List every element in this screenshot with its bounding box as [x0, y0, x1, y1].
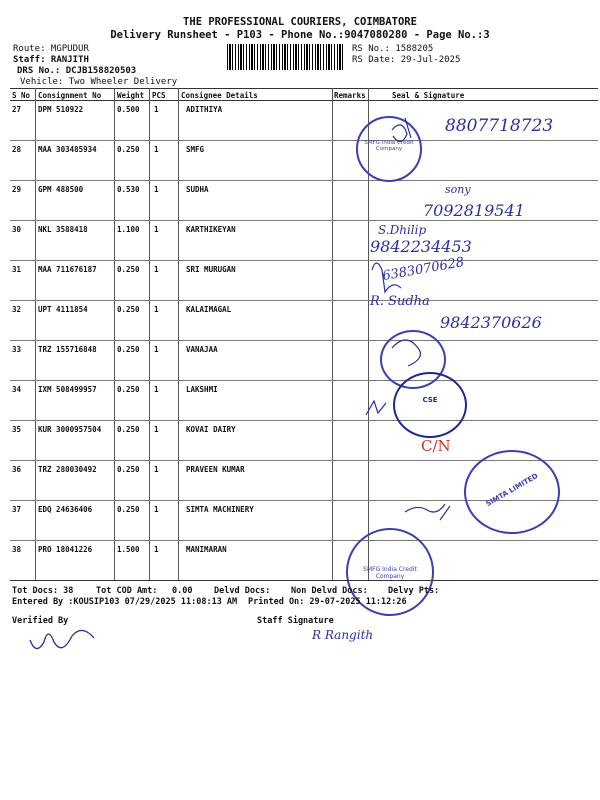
cell-weight: 0.250 — [117, 145, 140, 154]
cell-pcs: 1 — [154, 465, 159, 474]
cell-pcs: 1 — [154, 265, 159, 274]
cell-weight: 0.530 — [117, 185, 140, 194]
cell-consignee: SUDHA — [186, 185, 209, 194]
col-consignment: Consignment No — [38, 91, 102, 100]
stamp-text: SMFG India Credit Company — [364, 140, 414, 152]
cell-weight: 0.250 — [117, 265, 140, 274]
cell-consignment: UPT 4111854 — [38, 305, 88, 314]
staff-label: Staff: RANJITH — [13, 55, 89, 65]
rs-date: RS Date: 29-Jul-2025 — [352, 55, 461, 65]
cell-weight: 0.250 — [117, 345, 140, 354]
cell-pcs: 1 — [154, 225, 159, 234]
cell-consignment: NKL 3588418 — [38, 225, 88, 234]
handwritten-phone: 6383070628 — [381, 254, 466, 285]
cell-consignment: GPM 488500 — [38, 185, 84, 194]
route-label: Route: MGPUDUR — [13, 44, 89, 54]
non-delvd-docs: Non Delvd Docs: — [291, 586, 368, 596]
cell-sno: 31 — [12, 265, 22, 274]
cell-weight: 1.100 — [117, 225, 140, 234]
cell-consignee: KOVAI DAIRY — [186, 425, 236, 434]
col-seal-signature: Seal & Signature — [392, 91, 465, 100]
staff-signature-label: Staff Signature — [257, 616, 334, 626]
cell-pcs: 1 — [154, 105, 159, 114]
cell-sno: 33 — [12, 345, 22, 354]
cell-pcs: 1 — [154, 145, 159, 154]
cell-sno: 30 — [12, 225, 22, 234]
handwritten-phone: 9842234453 — [370, 237, 472, 256]
cell-consignee: SRI MURUGAN — [186, 265, 236, 274]
col-remarks: Remarks — [334, 91, 366, 100]
tot-cod-label: Tot COD Amt: — [96, 586, 158, 596]
col-weight: Weight — [117, 91, 145, 100]
tot-docs: Tot Docs: 38 — [12, 586, 74, 596]
cell-consignee: VANAJAA — [186, 345, 218, 354]
stamp-text: SMFG India Credit Company — [363, 566, 417, 580]
footer-border — [10, 580, 598, 581]
signature-scribble — [392, 340, 420, 366]
cell-sno: 28 — [12, 145, 22, 154]
cell-weight: 1.500 — [117, 545, 140, 554]
cell-consignment: EDQ 24636406 — [38, 505, 93, 514]
cell-weight: 0.250 — [117, 465, 140, 474]
tot-cod-value: 0.00 — [172, 586, 193, 596]
cell-weight: 0.250 — [117, 505, 140, 514]
company-title: THE PROFESSIONAL COURIERS, COIMBATORE — [183, 16, 417, 28]
cell-consignee: LAKSHMI — [186, 385, 218, 394]
cell-pcs: 1 — [154, 345, 159, 354]
cell-consignee: PRAVEEN KUMAR — [186, 465, 245, 474]
cell-consignment: MAA 711676187 — [38, 265, 97, 274]
cell-consignee: SMFG — [186, 145, 205, 154]
cell-consignee: ADITHIYA — [186, 105, 223, 114]
cell-pcs: 1 — [154, 545, 159, 554]
handwritten-name: sony — [445, 183, 471, 196]
handwritten-phone: 8807718723 — [445, 116, 554, 136]
rs-number: RS No.: 1588205 — [352, 44, 434, 54]
handwritten-name: S.Dhilip — [378, 223, 427, 237]
cell-consignee: SIMTA MACHINERY — [186, 505, 254, 514]
cell-sno: 29 — [12, 185, 22, 194]
cell-consignment: DPM 510922 — [38, 105, 84, 114]
handwritten-note: C/N — [421, 437, 451, 455]
handwritten-phone: 7092819541 — [423, 201, 525, 220]
verified-signature — [30, 630, 94, 648]
verified-by-label: Verified By — [12, 616, 69, 626]
cell-consignment: TRZ 155716848 — [38, 345, 97, 354]
cell-sno: 32 — [12, 305, 22, 314]
stamp-text: SIMTA LIMITED — [484, 471, 540, 509]
signature-scribble — [366, 401, 386, 415]
handwritten-phone: 9842370626 — [440, 313, 542, 332]
delvy-pts: Delvy Pts: — [388, 586, 440, 596]
signature-scribble — [405, 504, 450, 520]
cell-weight: 0.250 — [117, 305, 140, 314]
cell-consignment: MAA 303485934 — [38, 145, 97, 154]
cell-weight: 0.250 — [117, 425, 140, 434]
delvd-docs: Delvd Docs: — [214, 586, 271, 596]
drs-label: DRS No.: DCJB158820503 — [17, 66, 137, 76]
cell-consignee: MANIMARAN — [186, 545, 227, 554]
handwritten-name: R. Sudha — [370, 294, 430, 309]
cell-pcs: 1 — [154, 185, 159, 194]
cell-pcs: 1 — [154, 305, 159, 314]
cell-weight: 0.500 — [117, 105, 140, 114]
cell-consignee: KARTHIKEYAN — [186, 225, 236, 234]
runsheet-subtitle: Delivery Runsheet - P103 - Phone No.:9047080280 - Page No.:3 — [110, 29, 490, 41]
cell-sno: 35 — [12, 425, 22, 434]
cell-consignment: IXM 508499957 — [38, 385, 97, 394]
col-pcs: PCS — [152, 91, 166, 100]
cell-consignment: TRZ 280030492 — [38, 465, 97, 474]
cell-consignee: KALAIMAGAL — [186, 305, 232, 314]
cell-sno: 34 — [12, 385, 22, 394]
cell-pcs: 1 — [154, 385, 159, 394]
col-sno: S No — [12, 91, 31, 100]
cell-weight: 0.250 — [117, 385, 140, 394]
stamp-text: CSE — [422, 396, 438, 404]
cell-pcs: 1 — [154, 425, 159, 434]
vehicle-label: Vehicle: Two Wheeler Delivery — [20, 77, 178, 87]
col-consignee: Consignee Details — [181, 91, 258, 100]
cell-sno: 37 — [12, 505, 22, 514]
printed-on: Printed On: 29-07-2025 11:12:26 — [248, 597, 407, 607]
cell-consignment: PRO 18041226 — [38, 545, 93, 554]
entered-by: Entered By :KOUSIP103 07/29/2025 11:08:13 AM — [12, 597, 238, 607]
cell-consignment: KUR 3000957504 — [38, 425, 102, 434]
signature-scribble — [372, 263, 401, 292]
cell-sno: 38 — [12, 545, 22, 554]
signature-scribble — [392, 118, 411, 142]
cell-sno: 36 — [12, 465, 22, 474]
staff-signature: R Rangith — [312, 628, 374, 642]
cell-pcs: 1 — [154, 505, 159, 514]
cell-sno: 27 — [12, 105, 22, 114]
